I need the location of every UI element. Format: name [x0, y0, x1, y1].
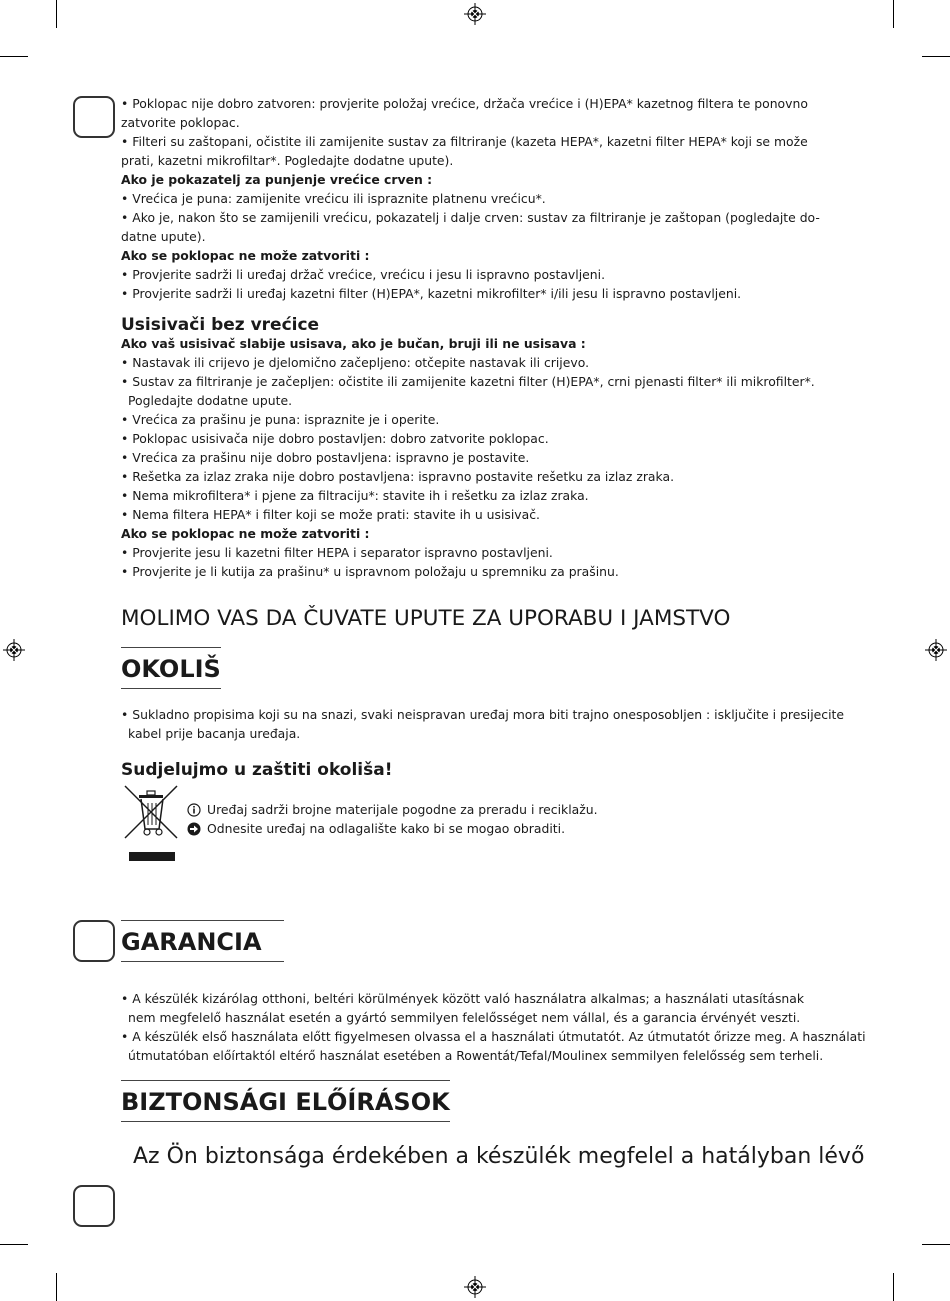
safety-title: BIZTONSÁGI ELŐÍRÁSOK: [121, 1080, 450, 1122]
text-line: • Sustav za filtriranje je začepljen: očistite ili zamijenite kazetni filter (H)EPA*, crni pjenasti filter* ili mikrofilter*.: [121, 374, 815, 389]
text-line: • Nema filtera HEPA* i filter koji se može prati: stavite ih u usisivač.: [121, 507, 540, 522]
keep-instructions-heading: MOLIMO VAS DA ČUVATE UPUTE ZA UPORABU I JAMSTVO: [121, 606, 731, 631]
text-line: • Vrećica za prašinu nije dobro postavljena: ispravno je postavite.: [121, 450, 530, 465]
environment-section: [121, 647, 856, 689]
crop-mark: [922, 1244, 950, 1245]
crossed-bin-icon: [123, 783, 181, 841]
arrow-right-circle-icon: [187, 822, 201, 836]
environment-text: [121, 705, 856, 743]
registration-mark-icon: [464, 1276, 486, 1298]
text-line: • Provjerite sadrži li uređaj držač vrećice, vrećicu i jesu li ispravno postavljeni.: [121, 267, 606, 282]
registration-mark-icon: [3, 639, 25, 661]
text-line: • Filteri su zaštopani, očistite ili zamijenite sustav za filtriranje (kazeta HEPA*, kazetni filter HEPA* koji se može: [121, 134, 808, 149]
crop-mark: [893, 1273, 894, 1301]
condition-heading: Ako vaš usisivač slabije usisava, ako je bučan, bruji ili ne usisava :: [121, 336, 586, 351]
text-line: nem megfelelő használat esetén a gyártó semmilyen felelősséget nem vállal, és a garancia érvényét veszti.: [128, 1010, 801, 1025]
text-line: Pogledajte dodatne upute.: [128, 393, 293, 408]
text-line: • Provjerite jesu li kazetni filter HEPA i separator ispravno postavljeni.: [121, 545, 553, 560]
language-tab: [73, 920, 115, 962]
text-line: • Sukladno propisima koji su na snazi, svaki neispravan uređaj mora biti trajno onesposobljen : isključite i presijecite: [121, 707, 845, 722]
condition-heading: Ako je pokazatelj za punjenje vrećice crven :: [121, 172, 433, 187]
text-line: • Provjerite je li kutija za prašinu* u ispravnom položaju u spremniku za prašinu.: [121, 564, 619, 579]
warranty-title: GARANCIA: [121, 920, 284, 962]
text-line: • Vrećica za prašinu je puna: ispraznite je i operite.: [121, 412, 440, 427]
crop-mark: [0, 1244, 28, 1245]
text-line: • A készülék kizárólag otthoni, beltéri körülmények között való használatra alkalmas; a használati utasításnak: [121, 991, 805, 1006]
crop-mark: [56, 1273, 57, 1301]
text-line: kabel prije bacanja uređaja.: [128, 726, 301, 741]
registration-mark-icon: [925, 639, 947, 661]
text-line: • Nema mikrofiltera* i pjene za filtraciju*: stavite ih i rešetku za izlaz zraka.: [121, 488, 589, 503]
warranty-section: [121, 920, 856, 962]
crop-mark: [922, 56, 950, 57]
recycle-action-row: [187, 819, 598, 838]
recycle-info-text: Uređaj sadrži brojne materijale pogodne za preradu i reciklažu.: [207, 802, 598, 817]
text-line: • Poklopac nije dobro zatvoren: provjerite položaj vrećice, držača vrećice i (H)EPA* kazetnog filtera te ponovno: [121, 96, 808, 111]
text-line: • Ako je, nakon što se zamijenili vrećicu, pokazatelj i dalje crven: sustav za filtriranje je zaštopan (pogledajte do-: [121, 210, 820, 225]
recycle-info-row: [187, 800, 598, 819]
environment-title: OKOLIŠ: [121, 647, 221, 689]
text-line: datne upute).: [121, 229, 206, 244]
text-line: • Vrećica je puna: zamijenite vrećicu ili ispraznite platnenu vrećicu*.: [121, 191, 546, 206]
safety-intro: Az Ön biztonsága érdekében a készülék megfelel a hatályban lévő: [133, 1144, 865, 1169]
registration-mark-icon: [464, 3, 486, 25]
crop-mark: [0, 56, 28, 57]
info-icon: [187, 803, 201, 817]
bag-troubleshooting-section: [121, 94, 856, 303]
text-line: • Provjerite sadrži li uređaj kazetni filter (H)EPA*, kazetni mikrofilter* i/ili jesu li ispravno postavljeni.: [121, 286, 742, 301]
recycling-notes: [187, 800, 598, 838]
environment-subheading-wrap: [121, 759, 856, 781]
crop-mark: [893, 0, 894, 28]
condition-heading: Ako se poklopac ne može zatvoriti :: [121, 248, 370, 263]
section-heading: Usisivači bez vrećice: [121, 315, 320, 335]
crop-mark: [56, 0, 57, 28]
environment-subheading: Sudjelujmo u zaštiti okoliša!: [121, 760, 393, 780]
text-line: zatvorite poklopac.: [121, 115, 240, 130]
text-line: • A készülék első használata előtt figyelmesen olvassa el a használati útmutatót. Az útmutatót őrizze meg. A használati: [121, 1029, 866, 1044]
text-line: • Nastavak ili crijevo je djelomično začepljeno: otčepite nastavak ili crijevo.: [121, 355, 590, 370]
condition-heading: Ako se poklopac ne može zatvoriti :: [121, 526, 370, 541]
safety-section: [121, 1080, 856, 1122]
warranty-text: [121, 989, 866, 1065]
text-line: prati, kazetni mikrofiltar*. Pogledajte dodatne upute).: [121, 153, 454, 168]
recycle-action-text: Odnesite uređaj na odlagalište kako bi se mogao obraditi.: [207, 821, 566, 836]
bagless-section: [121, 314, 856, 581]
language-tab: [73, 96, 115, 138]
language-tab: [73, 1185, 115, 1227]
text-line: • Poklopac usisivača nije dobro postavljen: dobro zatvorite poklopac.: [121, 431, 549, 446]
weee-bar: [129, 852, 175, 861]
text-line: • Rešetka za izlaz zraka nije dobro postavljena: ispravno postavite rešetku za izlaz zraka.: [121, 469, 675, 484]
text-line: útmutatóban előírtaktól eltérő használat esetében a Rowentát/Tefal/Moulinex semmilyen felelősség sem terheli.: [128, 1048, 824, 1063]
